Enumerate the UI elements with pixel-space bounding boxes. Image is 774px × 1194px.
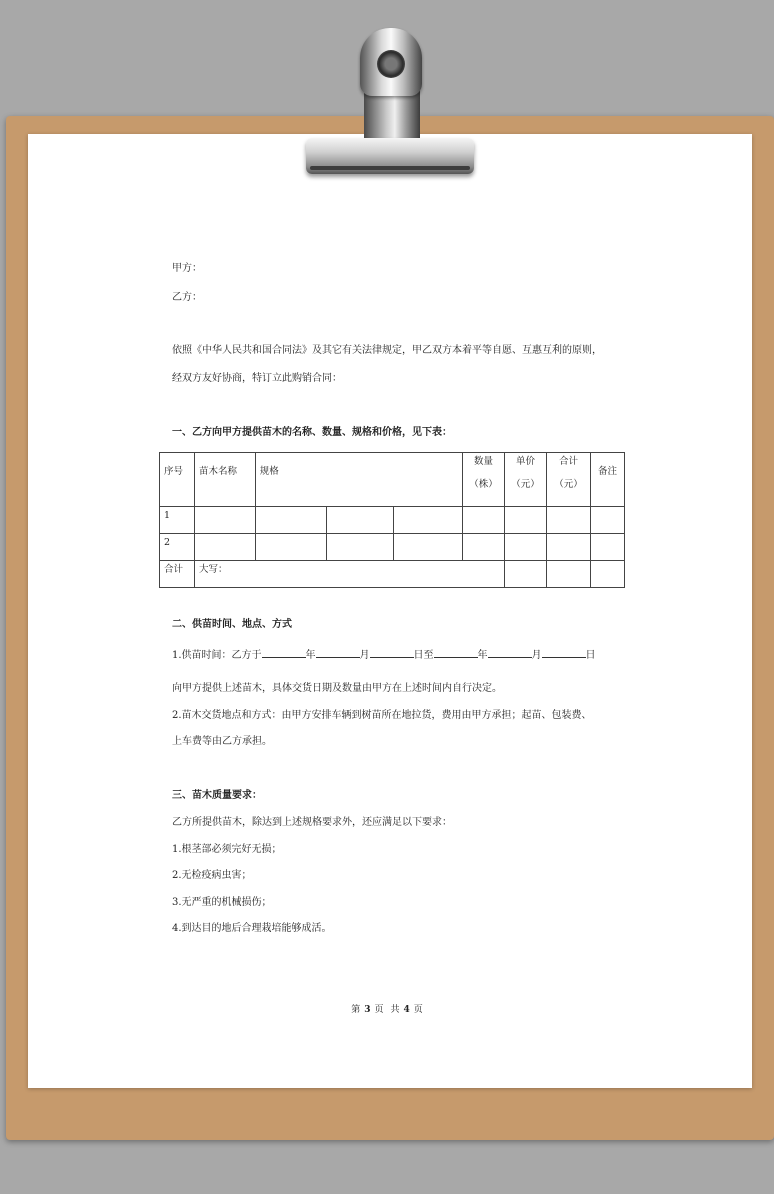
table-cell <box>505 507 547 534</box>
unit-year: 年 <box>477 650 488 661</box>
section2-title: 二、供苗时间、地点、方式 <box>172 619 292 630</box>
table-cell <box>463 507 505 534</box>
table-cell <box>255 534 326 561</box>
table-cell <box>590 561 624 588</box>
sum-label: 合计 <box>160 561 195 588</box>
unit-day: 日 <box>585 650 596 661</box>
page-footer: 第 3 页 共 4 页 <box>351 1005 423 1015</box>
party-b-label: 乙方： <box>172 292 202 303</box>
header-no: 序号 <box>160 453 195 507</box>
table-cell <box>194 534 255 561</box>
table-cell <box>394 507 463 534</box>
blank-field <box>434 648 478 658</box>
page-number: 3 <box>364 1005 371 1015</box>
table-cell <box>547 507 591 534</box>
row-number: 1 <box>160 507 195 534</box>
intro-line-1: 依照《中华人民共和国合同法》及其它有关法律规定，甲乙双方本着平等自愿、互惠互利的原则， <box>172 345 602 356</box>
table-row <box>160 507 625 534</box>
delivery-cont: 上车费等由乙方承担。 <box>172 736 272 747</box>
table-cell <box>394 534 463 561</box>
table-cell <box>326 507 394 534</box>
table-cell <box>505 561 547 588</box>
table-header-row <box>160 453 625 507</box>
quality-item: 1.根茎部必须完好无损； <box>172 844 282 855</box>
table-cell <box>590 534 624 561</box>
unit-month: 月 <box>359 650 370 661</box>
clip-hole <box>377 50 405 78</box>
table-sum-row <box>160 561 625 588</box>
supply-time-label: 1.供苗时间：乙方于 <box>172 650 262 661</box>
header-note: 备注 <box>590 453 624 507</box>
unit-month: 月 <box>531 650 542 661</box>
table-cell <box>326 534 394 561</box>
intro-line-2: 经双方友好协商，特订立此购销合同： <box>172 373 342 384</box>
header-qty: 数量 （株） <box>463 453 505 507</box>
supply-time-cont: 向甲方提供上述苗木，具体交货日期及数量由甲方在上述时间内自行决定。 <box>172 683 502 694</box>
table-cell <box>463 534 505 561</box>
quality-intro: 乙方所提供苗木，除达到上述规格要求外，还应满足以下要求： <box>172 817 452 828</box>
delivery-line: 2.苗木交货地点和方式：由甲方安排车辆到树苗所在地拉货，费用由甲方承担；起苗、包装费、 <box>172 710 592 721</box>
party-a-label: 甲方： <box>172 263 202 274</box>
header-total: 合计 （元） <box>547 453 591 507</box>
unit-year: 年 <box>305 650 316 661</box>
supply-time-line <box>172 648 596 663</box>
quality-item: 4.到达目的地后合理栽培能够成活。 <box>172 923 332 934</box>
seedling-table <box>159 452 625 588</box>
header-price: 单价 （元） <box>505 453 547 507</box>
table-cell <box>547 561 591 588</box>
section1-title: 一、乙方向甲方提供苗木的名称、数量、规格和价格，见下表： <box>172 427 452 438</box>
table-cell <box>505 534 547 561</box>
table-cell <box>194 507 255 534</box>
header-name: 苗木名称 <box>194 453 255 507</box>
table-row <box>160 534 625 561</box>
unit-day-to: 日至 <box>413 650 434 661</box>
header-spec: 规格 <box>255 453 462 507</box>
blank-field <box>316 648 360 658</box>
quality-item: 3.无严重的机械损伤； <box>172 897 272 908</box>
table-cell <box>547 534 591 561</box>
document-page <box>28 134 752 1088</box>
table-cell <box>590 507 624 534</box>
section3-title: 三、苗木质量要求： <box>172 790 262 801</box>
blank-field <box>370 648 414 658</box>
blank-field <box>262 648 306 658</box>
quality-item: 2.无检疫病虫害； <box>172 870 252 881</box>
page-total: 4 <box>403 1005 410 1015</box>
row-number: 2 <box>160 534 195 561</box>
blank-field <box>488 648 532 658</box>
table-cell <box>255 507 326 534</box>
sum-caps: 大写： <box>194 561 504 588</box>
clip-plate-edge <box>310 166 470 170</box>
blank-field <box>542 648 586 658</box>
